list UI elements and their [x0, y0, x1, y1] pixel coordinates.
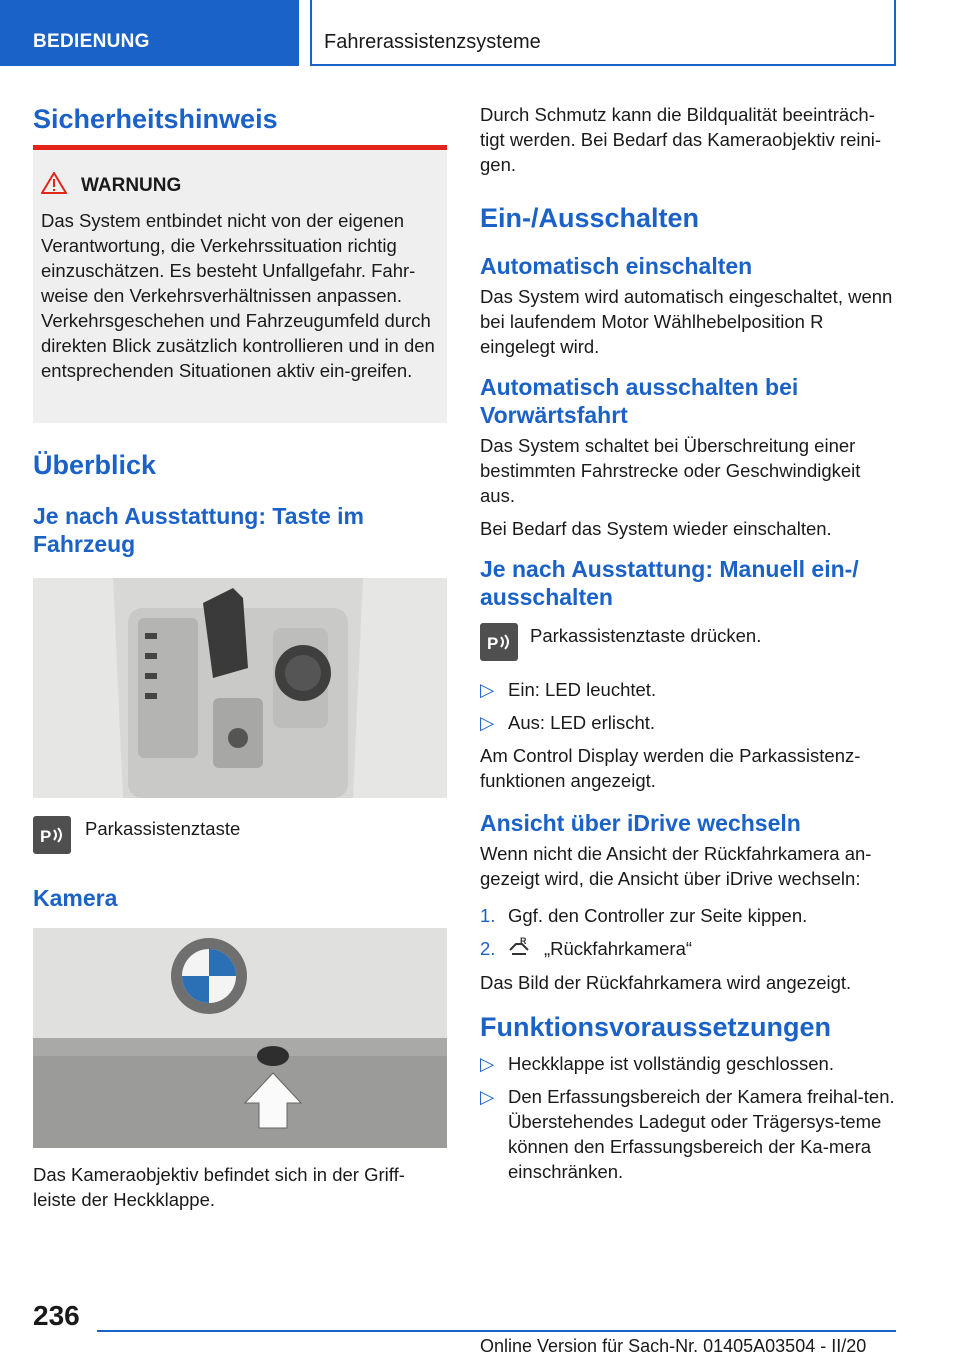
auto-on-title: Automatisch einschalten: [480, 253, 753, 279]
section-label: BEDIENUNG: [0, 0, 299, 66]
header-underline: [310, 64, 896, 66]
overview-title: Überblick: [33, 450, 157, 480]
camera-image: [33, 928, 447, 1148]
console-image: [33, 578, 447, 798]
dirt-text: Durch Schmutz kann die Bildqualität beeinträch-tigt werden. Bei Bedarf das Kameraobjektiv reini-gen.: [480, 104, 882, 175]
header-divider: [310, 0, 312, 66]
list-item: 2. R „Rückfahrkamera“: [480, 936, 896, 962]
list-item: ▷ Den Erfassungsbereich der Kamera freihal-ten. Überstehendes Ladegut oder Trägersys-teme können den Erfassungsbereich der Ka-mera einschränken.: [480, 1086, 895, 1182]
page-header: [0, 0, 960, 66]
page-number: 236: [33, 1300, 80, 1331]
warning-header: [41, 172, 439, 200]
step-number: 2.: [480, 938, 496, 959]
chapter-title: Fahrerassistenzsysteme: [324, 31, 541, 53]
auto-off-text: Das System schaltet bei Überschreitung einer bestimmten Fahrstrecke oder Geschwindigkeit aus.: [480, 435, 861, 506]
right-column: [480, 102, 896, 1184]
manual-press-row: [480, 623, 896, 661]
auto-on-text: Das System wird automatisch eingeschaltet, wenn bei laufendem Motor Wählhebelposition R eingelegt wird.: [480, 286, 893, 357]
triangle-bullet-icon: ▷: [480, 1086, 495, 1107]
footer-online-version: Online Version für Sach-Nr. 01405A03504 - II/20: [480, 1336, 867, 1356]
camera-text: Das Kameraobjektiv befindet sich in der Griff-leiste der Heckklappe.: [33, 1164, 405, 1210]
list-item: ▷ Ein: LED leuchtet.: [480, 679, 657, 700]
func-title: Funktionsvoraussetzungen: [480, 1012, 832, 1042]
warning-text: Das System entbindet nicht von der eigenen Verantwortung, die Verkehrssituation richtig einzuschätzen. Es besteht Unfallgefahr. Fahr-weise den Verkehrsverhältnissen anpassen. Verkehrsgeschehen und Fahrzeugumfeld durch direkten Blick zusätzlich kontrollieren und in den entsprechenden Situationen aktiv ein-greifen.: [41, 210, 435, 381]
cd-text: Am Control Display werden die Parkassistenz-funktionen angezeigt.: [480, 745, 861, 791]
button-title: Je nach Ausstattung: Taste im Fahrzeug: [33, 503, 365, 557]
header-right-border: [894, 0, 896, 66]
left-column: [33, 100, 447, 1212]
func-list: [480, 1051, 896, 1184]
safety-title: Sicherheitshinweis: [33, 104, 278, 134]
park-assist-icon: [480, 623, 518, 661]
triangle-bullet-icon: ▷: [480, 679, 495, 700]
list-item: 1. Ggf. den Controller zur Seite kippen.: [480, 905, 808, 926]
rear-camera-icon: [508, 936, 536, 962]
park-assist-icon: [33, 816, 71, 854]
step-number: 1.: [480, 905, 496, 926]
button-caption-row: [33, 816, 447, 854]
idrive-title: Ansicht über iDrive wechseln: [480, 810, 801, 836]
triangle-bullet-icon: ▷: [480, 1053, 495, 1074]
manual-list: [480, 677, 896, 735]
warning-icon: [41, 172, 71, 200]
footer-rule: [97, 1330, 896, 1332]
idrive-result: Das Bild der Rückfahrkamera wird angezeigt.: [480, 972, 852, 993]
steps-list: [480, 903, 896, 962]
triangle-bullet-icon: ▷: [480, 712, 495, 733]
auto-off-title: Automatisch ausschalten bei Vorwärtsfahrt: [480, 374, 799, 428]
list-item: ▷ Heckklappe ist vollständig geschlossen.: [480, 1053, 834, 1074]
svg-text:R: R: [520, 936, 527, 946]
warning-label: WARNUNG: [81, 175, 182, 196]
button-caption: Parkassistenztaste: [85, 818, 241, 839]
onoff-title: Ein-/Ausschalten: [480, 203, 700, 233]
manual-press-text: Parkassistenztaste drücken.: [530, 625, 762, 646]
list-item: ▷ Aus: LED erlischt.: [480, 712, 656, 733]
idrive-text: Wenn nicht die Ansicht der Rückfahrkamera an-gezeigt wird, die Ansicht über iDrive wechseln:: [480, 843, 872, 889]
svg-text:P: P: [40, 827, 52, 846]
camera-title: Kamera: [33, 885, 118, 911]
auto-off-text2: Bei Bedarf das System wieder einschalten.: [480, 518, 832, 539]
manual-title: Je nach Ausstattung: Manuell ein-/ ausschalten: [480, 556, 859, 610]
warning-box: [33, 145, 447, 423]
svg-text:P: P: [487, 634, 499, 653]
